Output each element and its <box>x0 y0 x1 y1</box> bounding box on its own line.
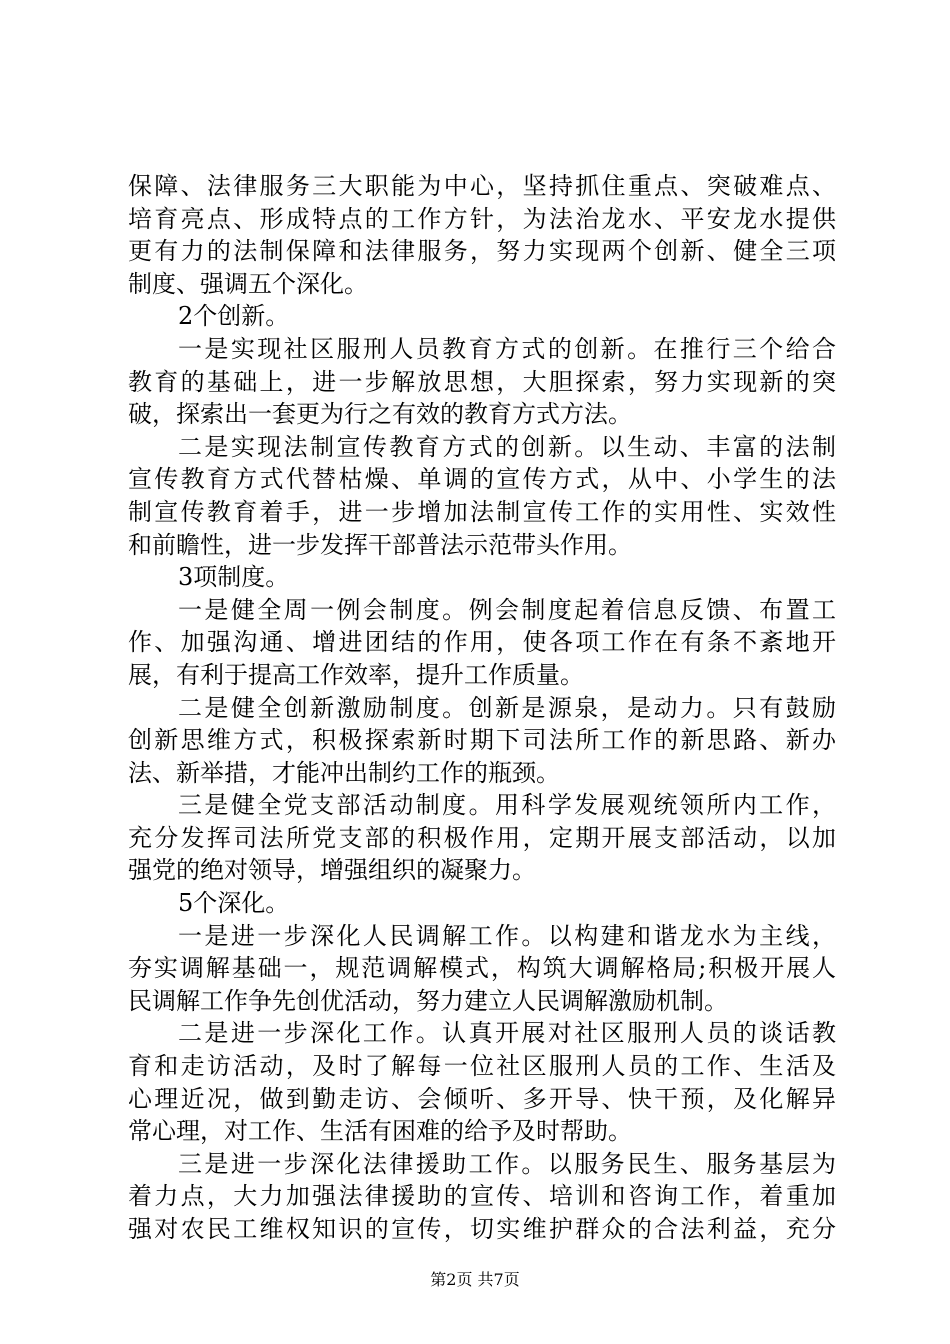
text-line: 教育的基础上，进一步解放思想，大胆探索，努力实现新的突 <box>128 367 836 396</box>
text-line: 制宣传教育着手，进一步增加法制宣传工作的实用性、实效性 <box>128 497 836 526</box>
text-line: 一是进一步深化人民调解工作。以构建和谐龙水为主线， <box>178 921 836 950</box>
text-line: 育和走访活动，及时了解每一位社区服刑人员的工作、生活及 <box>128 1052 836 1081</box>
text-line: 培育亮点、形成特点的工作方针，为法治龙水、平安龙水提供 <box>128 204 836 233</box>
text-line: 一是实现社区服刑人员教育方式的创新。在推行三个给合 <box>178 334 836 363</box>
text-line: 破，探索出一套更为行之有效的教育方式方法。 <box>128 400 632 429</box>
text-line: 二是健全创新激励制度。创新是源泉，是动力。只有鼓励 <box>178 693 836 722</box>
section-heading: 5个深化。 <box>178 889 290 918</box>
text-line: 制度、强调五个深化。 <box>128 269 368 298</box>
text-line: 创新思维方式，积极探索新时期下司法所工作的新思路、新办 <box>128 726 836 755</box>
page-number-footer: 第2页 共7页 <box>430 1270 520 1289</box>
section-heading: 3项制度。 <box>178 563 290 592</box>
text-line: 二是进一步深化工作。认真开展对社区服刑人员的谈话教 <box>178 1019 836 1048</box>
text-line: 更有力的法制保障和法律服务，努力实现两个创新、健全三项 <box>128 237 836 266</box>
text-line: 三是进一步深化法律援助工作。以服务民生、服务基层为 <box>178 1149 836 1178</box>
text-line: 和前瞻性，进一步发挥干部普法示范带头作用。 <box>128 530 632 559</box>
text-line: 三是健全党支部活动制度。用科学发展观统领所内工作， <box>178 791 836 820</box>
text-line: 心理近况，做到勤走访、会倾听、多开导、快干预，及化解异 <box>128 1084 836 1113</box>
text-line: 常心理，对工作、生活有困难的给予及时帮助。 <box>128 1117 632 1146</box>
text-line: 法、新举措，才能冲出制约工作的瓶颈。 <box>128 758 560 787</box>
text-line: 作、加强沟通、增进团结的作用，使各项工作在有条不紊地开 <box>128 628 836 657</box>
text-line: 二是实现法制宣传教育方式的创新。以生动、丰富的法制 <box>178 432 836 461</box>
text-line: 充分发挥司法所党支部的积极作用，定期开展支部活动，以加 <box>128 823 836 852</box>
text-line: 民调解工作争先创优活动，努力建立人民调解激励机制。 <box>128 986 728 1015</box>
text-line: 强党的绝对领导，增强组织的凝聚力。 <box>128 856 536 885</box>
text-line: 夯实调解基础一，规范调解模式，构筑大调解格局;积极开展人 <box>128 954 836 983</box>
text-line: 一是健全周一例会制度。例会制度起着信息反馈、布置工 <box>178 595 836 624</box>
text-line: 保障、法律服务三大职能为中心，坚持抓住重点、突破难点、 <box>128 172 836 200</box>
text-line: 宣传教育方式代替枯燥、单调的宣传方式，从中、小学生的法 <box>128 465 836 494</box>
text-line: 着力点，大力加强法律援助的宣传、培训和咨询工作，着重加 <box>128 1182 836 1211</box>
section-heading: 2个创新。 <box>178 302 290 331</box>
document-body <box>128 170 836 1246</box>
text-line: 强对农民工维权知识的宣传，切实维护群众的合法利益，充分 <box>128 1215 836 1243</box>
text-line: 展，有利于提高工作效率，提升工作质量。 <box>128 660 584 689</box>
